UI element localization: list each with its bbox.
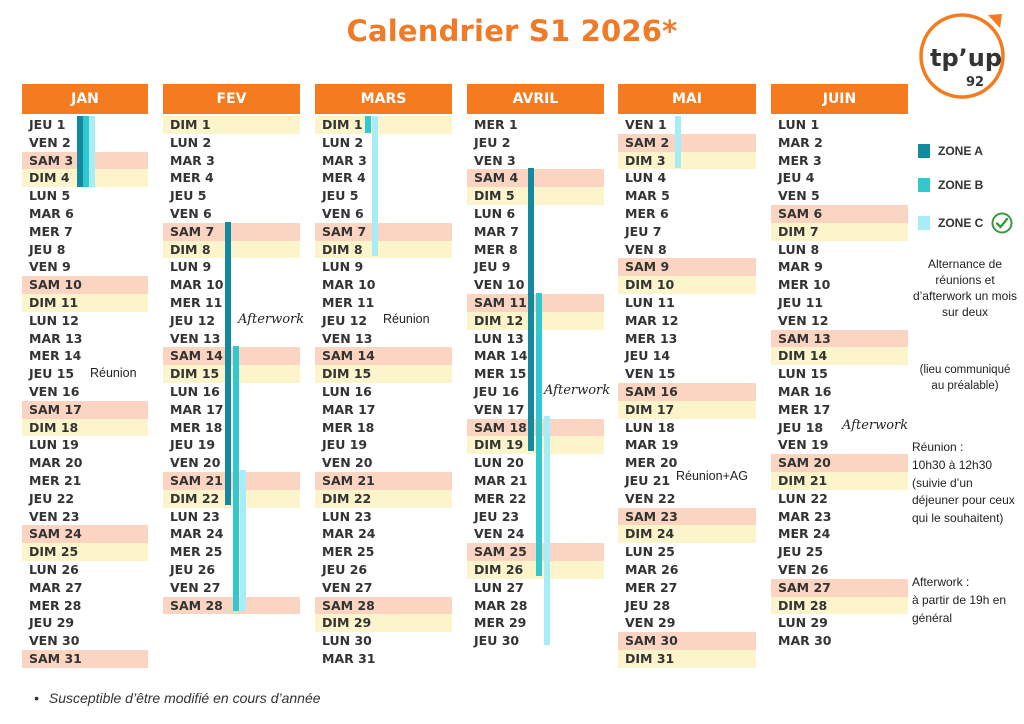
day-row: VEN 6 [170, 205, 212, 221]
day-row: LUN 6 [474, 205, 516, 221]
day-row: MER 10 [778, 277, 831, 293]
bullet-icon: • [34, 690, 39, 706]
day-list [618, 116, 756, 668]
day-row: JEU 11 [778, 294, 824, 310]
day-row: JEU 30 [474, 633, 520, 649]
day-row: SAM 18 [467, 419, 604, 437]
day-row: SAM 17 [22, 401, 148, 419]
day-row: DIM 10 [618, 276, 756, 294]
day-row: MAR 16 [778, 383, 832, 399]
zone-c-bar [675, 116, 681, 168]
day-row: VEN 26 [778, 561, 829, 577]
day-row: LUN 27 [474, 579, 524, 595]
day-row: LUN 4 [625, 170, 667, 186]
day-row: VEN 23 [29, 508, 80, 524]
day-row: SAM 6 [771, 205, 908, 223]
day-row: VEN 16 [29, 383, 80, 399]
day-row: MER 4 [170, 170, 214, 186]
day-row: MER 18 [322, 419, 375, 435]
day-row: JEU 14 [625, 348, 671, 364]
day-row: MAR 2 [778, 134, 823, 150]
day-row: JEU 19 [170, 437, 216, 453]
day-list [163, 116, 300, 614]
reunion-text: 10h30 à 12h30 (suivie d’un déjeuner pour ceux qui le souhaitent) [912, 458, 1015, 525]
day-row: VEN 27 [322, 579, 373, 595]
day-row: SAM 21 [315, 472, 452, 490]
day-row: LUN 11 [625, 294, 675, 310]
afterwork-title: Afterwork : [912, 575, 970, 589]
zone-c-bar [240, 470, 246, 611]
day-row: LUN 9 [322, 259, 364, 275]
legend-zone-b-label: ZONE B [938, 178, 984, 192]
zone-c-bar [544, 416, 550, 645]
svg-text:tp’up: tp’up [930, 44, 1003, 72]
day-row: LUN 15 [778, 366, 828, 382]
day-row: LUN 2 [322, 134, 364, 150]
day-row: SAM 21 [163, 472, 300, 490]
day-row: SAM 3 [22, 152, 148, 170]
day-row: VEN 13 [322, 330, 373, 346]
day-row: LUN 2 [170, 134, 212, 150]
event-reunion-jan: Réunion [90, 366, 137, 380]
day-row: MAR 5 [625, 188, 670, 204]
day-row: VEN 10 [474, 277, 525, 293]
day-row: MAR 17 [322, 401, 376, 417]
day-row: DIM 15 [163, 365, 300, 383]
day-row: LUN 29 [778, 615, 828, 631]
afterwork-text: à partir de 19h en général [912, 593, 1007, 625]
day-row: DIM 3 [618, 152, 756, 170]
day-row: MER 17 [778, 401, 831, 417]
day-row: MAR 27 [29, 579, 83, 595]
zone-b-bar [536, 293, 542, 576]
day-row: SAM 27 [771, 579, 908, 597]
day-row: SAM 28 [315, 597, 452, 615]
footnote-text: Susceptible d’être modifié en cours d’année [48, 690, 321, 706]
day-row: MAR 12 [625, 312, 679, 328]
day-row: MER 7 [29, 223, 73, 239]
day-row: MER 25 [170, 544, 223, 560]
day-row: SAM 28 [163, 597, 300, 615]
svg-text:92: 92 [966, 75, 985, 90]
day-row: MAR 17 [170, 401, 224, 417]
day-row: SAM 30 [618, 632, 756, 650]
day-row: DIM 21 [771, 472, 908, 490]
day-row: MAR 9 [778, 259, 823, 275]
month-column-juin [771, 84, 908, 650]
day-row: DIM 22 [163, 490, 300, 508]
day-row: JEU 19 [322, 437, 368, 453]
day-row: VEN 9 [29, 259, 71, 275]
day-row: MER 15 [474, 366, 527, 382]
day-row: DIM 8 [163, 241, 300, 259]
day-row: MER 20 [625, 455, 678, 471]
day-row: JEU 9 [474, 259, 511, 275]
zone-b-swatch [918, 178, 930, 192]
day-row: LUN 18 [625, 419, 675, 435]
day-row: VEN 3 [474, 152, 516, 168]
day-row: LUN 20 [474, 455, 524, 471]
day-row: JEU 8 [29, 241, 66, 257]
day-row: VEN 13 [170, 330, 221, 346]
day-row: SAM 31 [22, 650, 148, 668]
day-row: SAM 14 [315, 347, 452, 365]
zone-b-bar [233, 346, 239, 611]
month-column-mai [618, 84, 756, 668]
day-row: MER 25 [322, 544, 375, 560]
day-row: DIM 11 [22, 294, 148, 312]
day-row: VEN 19 [778, 437, 829, 453]
day-row: SAM 2 [618, 134, 756, 152]
day-row: DIM 17 [618, 401, 756, 419]
day-row: LUN 25 [625, 544, 675, 560]
day-row: MAR 31 [322, 650, 376, 666]
day-row: JEU 12 [322, 312, 368, 328]
day-row: LUN 23 [322, 508, 372, 524]
day-row: MAR 3 [170, 152, 215, 168]
day-row: JEU 5 [322, 188, 359, 204]
zone-a-bar [528, 168, 534, 451]
day-row: DIM 7 [771, 223, 908, 241]
legend-zone-c-label: ZONE C [938, 216, 984, 230]
day-row: MAR 24 [322, 526, 376, 542]
zone-b-bar [365, 116, 371, 133]
day-row: DIM 14 [771, 347, 908, 365]
day-row: MER 8 [474, 241, 518, 257]
day-row: MAR 10 [170, 277, 224, 293]
page-title: Calendrier S1 2026* [346, 14, 678, 48]
alternance-text: Alternance de réunions et d’afterwork un mois sur deux [912, 257, 1018, 319]
day-row: MAR 6 [29, 205, 74, 221]
month-header: JUIN [771, 84, 908, 114]
day-row: LUN 1 [778, 117, 820, 132]
day-row: DIM 25 [22, 543, 148, 561]
day-row: DIM 5 [467, 187, 604, 205]
day-row: LUN 19 [29, 437, 79, 453]
day-row: JEU 12 [170, 312, 216, 328]
day-row: MAR 30 [778, 633, 832, 649]
day-row: VEN 6 [322, 205, 364, 221]
tpup-logo [916, 10, 1008, 102]
day-row: SAM 4 [467, 169, 604, 187]
day-row: JEU 29 [29, 615, 75, 631]
day-row: MER 24 [778, 526, 831, 542]
day-row: LUN 26 [29, 561, 79, 577]
day-row: VEN 29 [625, 615, 676, 631]
day-row: MAR 21 [474, 472, 528, 488]
day-row: VEN 24 [474, 526, 525, 542]
day-row: SAM 7 [315, 223, 452, 241]
day-row: SAM 11 [467, 294, 604, 312]
day-row: MAR 24 [170, 526, 224, 542]
day-row: LUN 16 [170, 383, 220, 399]
event-afterwork-avril: Afterwork [544, 383, 611, 398]
day-row: DIM 8 [315, 241, 452, 259]
day-row: DIM 15 [315, 365, 452, 383]
day-row: DIM 28 [771, 597, 908, 615]
day-row: JEU 7 [625, 223, 662, 239]
day-row: MER 13 [625, 330, 678, 346]
day-row: MAR 3 [322, 152, 367, 168]
legend-zone-a-label: ZONE A [938, 144, 983, 158]
day-row: MAR 14 [474, 348, 528, 364]
event-afterwork-fev: Afterwork [238, 312, 305, 327]
day-row: SAM 24 [22, 525, 148, 543]
check-circle-icon [991, 212, 1013, 234]
day-row: DIM 4 [22, 169, 148, 187]
legend-zone-a [918, 144, 983, 158]
legend-zone-c [918, 212, 1013, 234]
day-row: LUN 16 [322, 383, 372, 399]
day-row: JEU 5 [170, 188, 207, 204]
day-row: MER 29 [474, 615, 527, 631]
day-row: DIM 1 [163, 116, 300, 134]
day-row: SAM 10 [22, 276, 148, 294]
month-header: JAN [22, 84, 148, 114]
month-header: FEV [163, 84, 300, 114]
day-row: LUN 12 [29, 312, 79, 328]
day-row: DIM 22 [315, 490, 452, 508]
day-row: MER 1 [474, 117, 518, 132]
month-column-mars [315, 84, 452, 668]
day-list [771, 116, 908, 650]
zone-c-bar [372, 116, 378, 256]
day-row: LUN 30 [322, 633, 372, 649]
day-row: DIM 24 [618, 525, 756, 543]
day-row: JEU 15 [29, 366, 75, 382]
event-afterwork-juin: Afterwork [842, 418, 909, 433]
day-row: SAM 14 [163, 347, 300, 365]
day-row: MER 21 [29, 472, 82, 488]
reunion-title: Réunion : [912, 440, 964, 454]
zone-c-swatch [918, 216, 930, 230]
day-row: DIM 1 [315, 116, 452, 134]
day-row: LUN 13 [474, 330, 524, 346]
day-row: VEN 30 [29, 633, 80, 649]
month-header: MARS [315, 84, 452, 114]
legend-zone-b [918, 178, 983, 192]
day-row: LUN 9 [170, 259, 212, 275]
day-row: DIM 12 [467, 312, 604, 330]
day-row: VEN 20 [170, 455, 221, 471]
day-row: MER 28 [29, 597, 82, 613]
day-row: JEU 16 [474, 383, 520, 399]
day-row: MAR 26 [625, 561, 679, 577]
day-row: MAR 7 [474, 223, 519, 239]
day-row: VEN 20 [322, 455, 373, 471]
event-reunion-mars: Réunion [383, 312, 430, 326]
day-row: MER 18 [170, 419, 223, 435]
event-reunion-ag-mai: Réunion+AG [676, 469, 748, 483]
day-row: LUN 5 [29, 188, 71, 204]
day-row: JEU 2 [474, 134, 511, 150]
day-row: LUN 8 [778, 241, 820, 257]
footnote [34, 690, 321, 706]
day-row: LUN 22 [778, 490, 828, 506]
day-row: MAR 20 [29, 455, 83, 471]
day-row: JEU 28 [625, 597, 671, 613]
day-row: SAM 20 [771, 454, 908, 472]
day-row: VEN 5 [778, 188, 820, 204]
day-list [22, 116, 148, 668]
day-row: VEN 1 [625, 117, 667, 132]
day-row: DIM 29 [315, 614, 452, 632]
day-row: JEU 1 [29, 117, 66, 132]
day-row: DIM 26 [467, 561, 604, 579]
day-row: MAR 19 [625, 437, 679, 453]
day-row: VEN 17 [474, 401, 525, 417]
day-row: JEU 21 [625, 472, 671, 488]
day-row: VEN 12 [778, 312, 829, 328]
day-list [315, 116, 452, 668]
day-row: SAM 16 [618, 383, 756, 401]
day-row: VEN 27 [170, 579, 221, 595]
day-row: MER 22 [474, 490, 527, 506]
day-row: MER 27 [625, 579, 678, 595]
day-row: MAR 10 [322, 277, 376, 293]
day-row: JEU 22 [29, 490, 75, 506]
day-row: MAR 23 [778, 508, 832, 524]
day-row: JEU 26 [322, 561, 368, 577]
day-row: VEN 15 [625, 366, 676, 382]
day-row: DIM 31 [618, 650, 756, 668]
zone-c-bar [89, 116, 95, 187]
day-row: MER 4 [322, 170, 366, 186]
day-row: JEU 23 [474, 508, 520, 524]
day-row: VEN 22 [625, 490, 676, 506]
day-row: JEU 4 [778, 170, 815, 186]
day-row: MER 6 [625, 205, 669, 221]
day-row: MAR 13 [29, 330, 83, 346]
day-row: VEN 2 [29, 134, 71, 150]
day-row: DIM 18 [22, 419, 148, 437]
month-column-fev [163, 84, 300, 614]
day-row: MER 11 [322, 294, 375, 310]
day-row: MER 3 [778, 152, 822, 168]
month-header: MAI [618, 84, 756, 114]
day-row: SAM 25 [467, 543, 604, 561]
month-header: AVRIL [467, 84, 604, 114]
lieu-text: (lieu communiqué au préalable) [919, 364, 1011, 392]
day-row: JEU 26 [170, 561, 216, 577]
day-row: SAM 9 [618, 258, 756, 276]
day-row: LUN 23 [170, 508, 220, 524]
day-row: MER 11 [170, 294, 223, 310]
day-row: SAM 13 [771, 330, 908, 348]
zone-a-swatch [918, 144, 930, 158]
day-row: MAR 28 [474, 597, 528, 613]
day-row: MER 14 [29, 348, 82, 364]
day-row: JEU 25 [778, 544, 824, 560]
day-row: DIM 19 [467, 436, 604, 454]
day-row: VEN 8 [625, 241, 667, 257]
day-row: JEU 18 [778, 419, 824, 435]
day-row: SAM 23 [618, 508, 756, 526]
day-row: SAM 7 [163, 223, 300, 241]
zone-a-bar [225, 222, 231, 505]
